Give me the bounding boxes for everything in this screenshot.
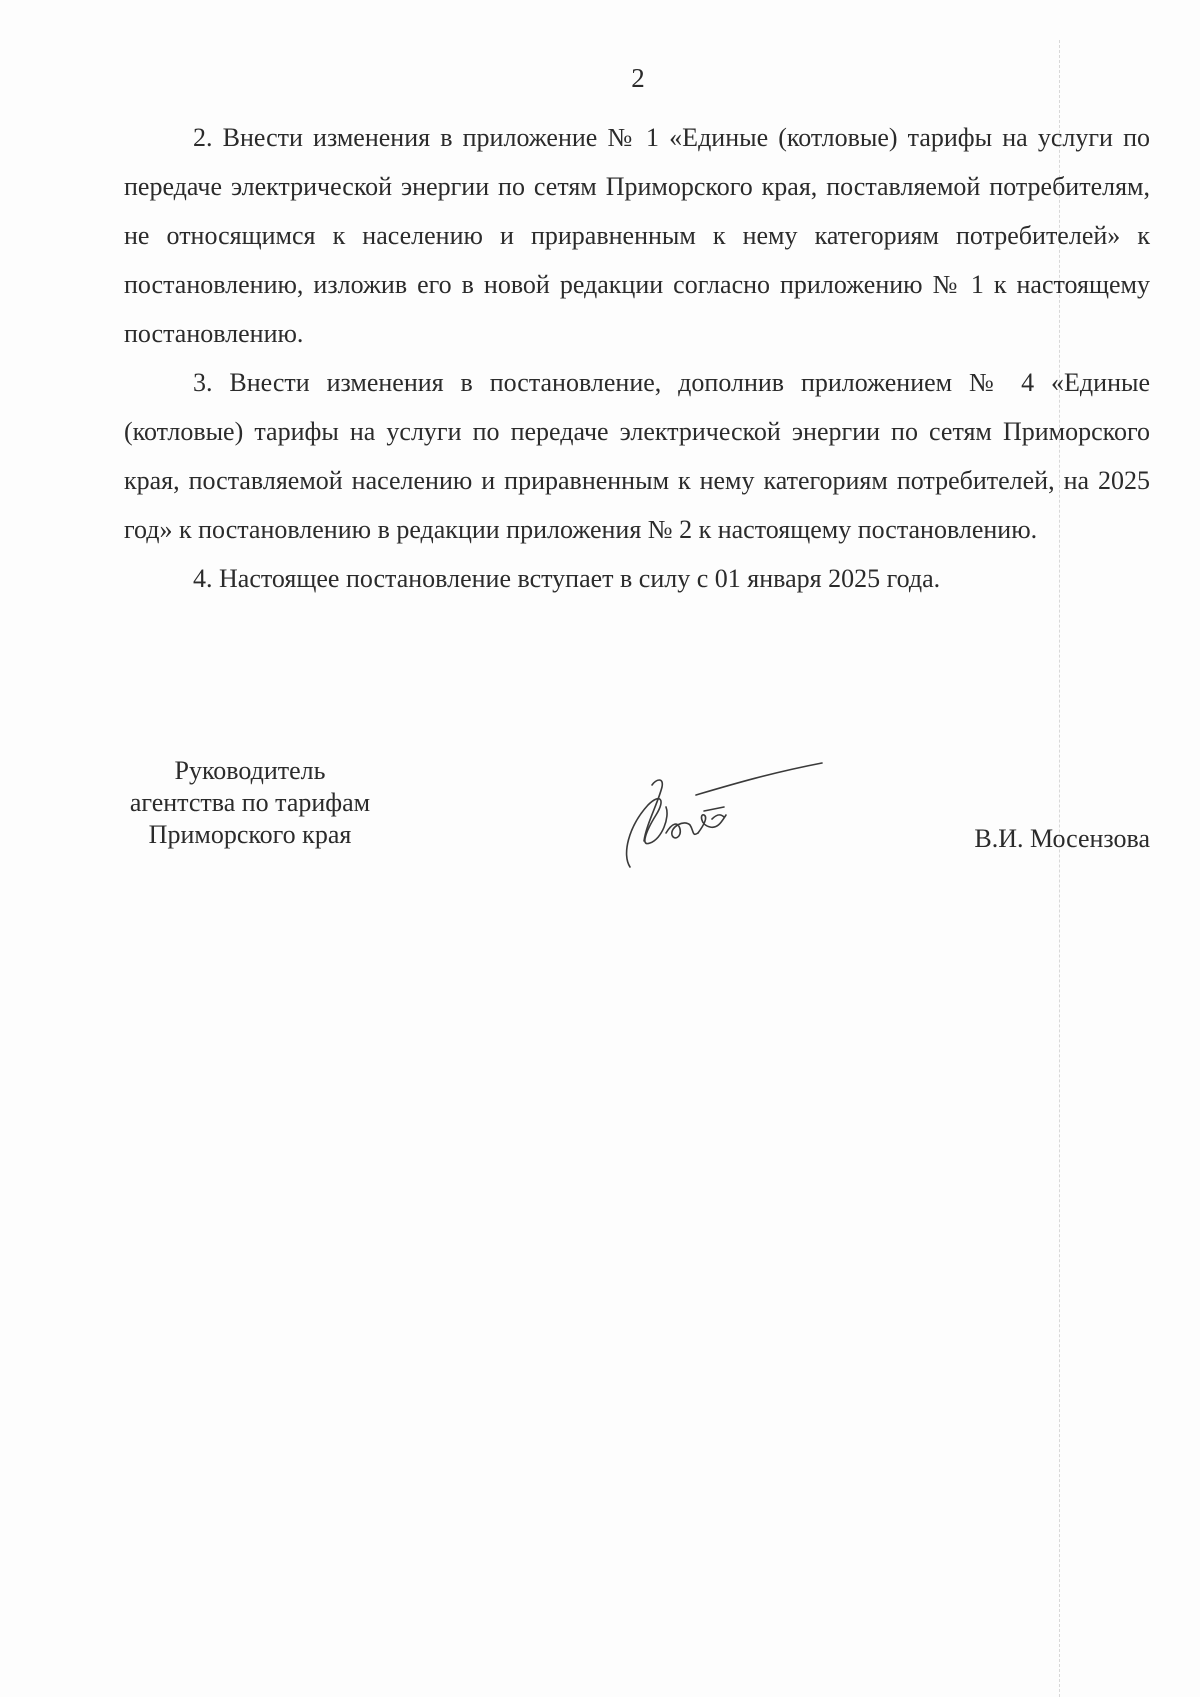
document-body — [124, 113, 1150, 603]
paragraph-3: 3. Внести изменения в постановление, дополнив приложением № 4 «Единые (котловые) тарифы на услуги по передаче электрической энергии по сетям Приморского края, поставляемой населению и приравненным к нему категориям потребителей, на 2025 год» к постановлению в редакции приложения № 2 к настоящему постановлению. — [124, 368, 1150, 544]
handwritten-signature — [600, 755, 830, 875]
signatory-title-line: Приморского края — [148, 820, 352, 849]
signatory-title — [110, 755, 390, 851]
paragraph-2: 2. Внести изменения в приложение № 1 «Единые (котловые) тарифы на услуги по передаче электрической энергии по сетям Приморского края, поставляемой потребителям, не относящимся к населению и приравненным к нему категориям потребителей» к постановлению, изложив его в новой редакции согласно приложению № 1 к настоящему постановлению. — [124, 123, 1150, 348]
signature-block — [110, 755, 1150, 915]
signatory-title-line: агентства по тарифам — [129, 788, 371, 817]
paragraph-4: 4. Настоящее постановление вступает в силу с 01 января 2025 года. — [193, 564, 941, 593]
signatory-title-line: Руководитель — [174, 756, 326, 785]
signatory-name: В.И. Мосензова — [974, 824, 1150, 853]
page-number: 2 — [631, 63, 645, 93]
